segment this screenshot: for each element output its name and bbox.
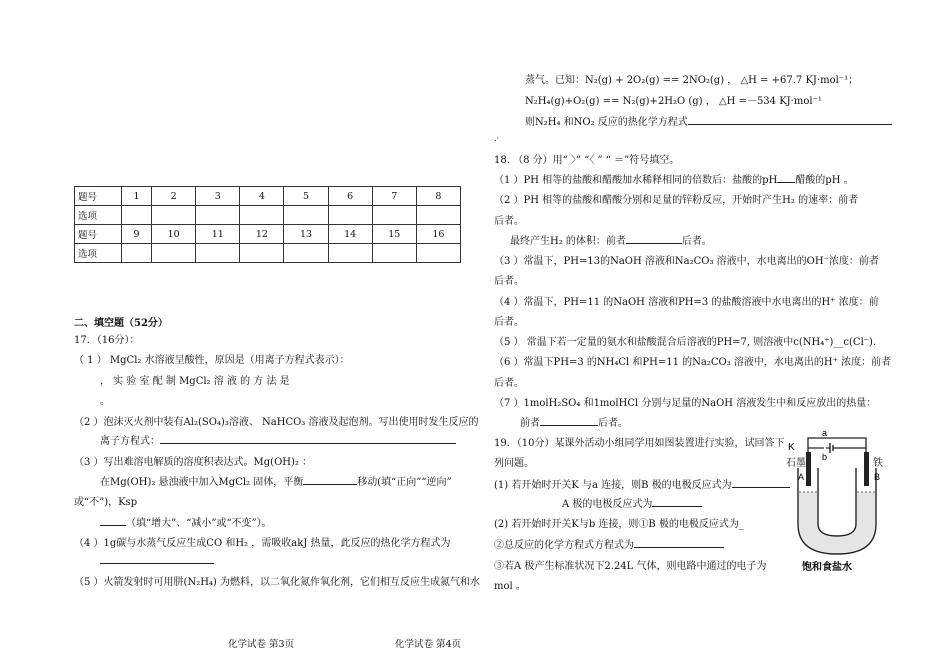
q19-2-text-d: mol 。: [494, 581, 526, 592]
stray-mark: .·: [494, 134, 500, 143]
answer-cell[interactable]: [240, 206, 284, 225]
q18-5-text: （5 ） 常温下若一定量的氨水和盐酸混合后溶液的PH=7, 则溶液中c(NH₄⁺)__c(Cl⁻).: [494, 337, 877, 348]
q19-2-text: (2) 若开始时开关K与b 连接，则①B 极的电极反应式为_: [494, 519, 744, 530]
answer-blank[interactable]: [100, 554, 214, 567]
table-cell: 15: [372, 225, 416, 244]
answer-cell[interactable]: [122, 206, 152, 225]
battery-icon: [830, 443, 833, 453]
saline-solution: [799, 492, 875, 553]
figure-caption: 饱和食盐水: [802, 562, 852, 573]
q18-2-text: （2 ）PH 相等的盐酸和醋酸分别和足量的锌粉反应，开始时产生H₂ 的速率：前者: [494, 195, 859, 206]
page-footer-right: 化学试卷 第4页: [395, 639, 462, 650]
q17-3-text-b: [100, 473, 452, 488]
table-cell: 6: [328, 187, 372, 206]
q18-2-text-b: 后者。: [494, 216, 524, 227]
answer-blank[interactable]: [100, 516, 126, 526]
q17-5-cont-2: N₂H₄(g)+O₂(g) == N₂(g)+2H₂O (g) ， △H =－534 KJ·mol⁻¹: [525, 96, 822, 107]
q17-3-text-e: [100, 514, 272, 529]
label-iron: 铁: [873, 458, 883, 469]
q18-6-text: （6 ）常温下PH=3 的NH₄Cl 和PH=11 的Na₂CO₃ 溶液中，水电离出的H⁺ 浓度：前者: [494, 357, 892, 368]
row-label: 题号: [75, 225, 122, 244]
q17-4-text: （4 ）1g碳与水蒸气反应生成CO 和H₂ ，需吸收akJ 热量，此反应的热化学方程式为: [74, 538, 451, 549]
table-cell: 1: [122, 187, 152, 206]
q17-3-label: 在Mg(OH)₂ 悬浊液中加入MgCl₂ 固体，平衡: [100, 477, 304, 488]
table-row: [75, 206, 461, 225]
label-a: a: [822, 428, 828, 438]
answer-blank[interactable]: [732, 478, 790, 488]
table-cell: 5: [284, 187, 328, 206]
label-A: A: [798, 472, 805, 482]
q17-5-text: （5 ）火箭发射时可用肼(N₂H₄) 为燃料，以二氧化氮作氧化剂，它们相互反应生成氮气和水: [74, 577, 481, 588]
q18-7-label: 前者: [520, 418, 540, 429]
answer-blank[interactable]: [303, 475, 357, 485]
table-row: [75, 244, 461, 263]
answer-cell[interactable]: [328, 206, 372, 225]
answer-blank[interactable]: [777, 173, 795, 183]
table-cell: 2: [152, 187, 196, 206]
table-cell: 14: [328, 225, 372, 244]
answer-blank[interactable]: [540, 416, 598, 426]
q19-heading-b: 列问题。: [494, 458, 534, 469]
q18-1-label: （1 ）PH 相等的盐酸和醋酸加水稀释相同的倍数后：盐酸的pH: [494, 175, 778, 186]
q18-2-text-c: [510, 232, 712, 247]
table-cell: 11: [196, 225, 240, 244]
electrolysis-apparatus-figure: [786, 428, 898, 574]
iron-electrode: [864, 452, 869, 486]
row-label: 选项: [75, 206, 122, 225]
label-k: K: [788, 442, 795, 453]
answer-blank[interactable]: [634, 538, 724, 548]
q18-2-tail: 后者。: [681, 236, 712, 247]
answer-blank[interactable]: [626, 234, 682, 244]
q18-7-tail: 后者。: [598, 418, 628, 429]
answer-cell[interactable]: [284, 206, 328, 225]
q18-4-text-b: 后者。: [494, 317, 524, 328]
q19-1-label-b: A 极的电极反应式为: [562, 499, 653, 510]
q17-heading: 17．（16分）：: [74, 335, 140, 346]
q17-5-label: 则N₂H₄ 和NO₂ 反应的热化学方程式: [525, 117, 688, 128]
answer-table: [74, 186, 461, 263]
table-cell: 8: [416, 187, 460, 206]
label-b: b: [822, 452, 828, 462]
table-cell: 9: [122, 225, 152, 244]
answer-cell[interactable]: [416, 206, 460, 225]
q18-4-text: （4 ）常温下，PH=11 的NaOH 溶液和PH=3 的盐酸溶液中水电离出的H⁺ 浓度：前: [494, 297, 879, 308]
q19-heading: 19．（10分）某课外活动小组同学用如图装置进行实验，试回答下: [494, 438, 785, 449]
q19-1-text: [494, 476, 790, 491]
graphite-electrode: [806, 452, 811, 486]
table-cell: 4: [240, 187, 284, 206]
table-row: [75, 225, 461, 244]
q17-5-cont-1: 蒸气。已知：N₂(g) + 2O₂(g) == 2NO₂(g) ， △H = +67.7 KJ·mol⁻¹；: [525, 75, 859, 86]
page-footer-left: 化学试卷 第3页: [228, 639, 295, 650]
q19-1-label: (1) 若开始时开关K 与a 连接，则B 极的电极反应式为: [494, 480, 732, 491]
q17-2-text: （2 ）泡沫灭火剂中装有Al₂(SO₄)₃溶液、 NaHCO₃ 溶液及起泡剂。写出使用时发生反应的: [74, 417, 479, 428]
answer-cell[interactable]: [416, 244, 460, 263]
table-cell: 10: [152, 225, 196, 244]
answer-blank[interactable]: [160, 434, 456, 444]
row-label: 题号: [75, 187, 122, 206]
q19-2-text-b: [494, 536, 724, 551]
q17-3-options: 移动(填“正向”“逆向”: [357, 477, 452, 488]
q18-heading: 18. （8 分）用“ 〉” “〈 ” “ ＝”符号填空。: [494, 155, 680, 166]
q18-1-text: [494, 171, 854, 186]
q17-3-text-d: 或“不”)，Ksp: [74, 497, 138, 508]
q18-2-label: 最终产生H₂ 的体积：前者: [510, 236, 626, 247]
table-cell: 16: [416, 225, 460, 244]
q18-1-tail: 醋酸的pH 。: [795, 175, 854, 186]
answer-cell[interactable]: [372, 206, 416, 225]
answer-cell[interactable]: [122, 244, 152, 263]
q18-3-text: （3 ）常温下，PH=13的NaOH 溶液和Na₂CO₃ 溶液中，水电离出的OH⁻浓度：前者: [494, 256, 879, 267]
q17-1-text-c: 。: [100, 396, 110, 407]
q19-2-label: ②总反应的化学方程式方程式为: [494, 540, 634, 551]
answer-cell[interactable]: [196, 206, 240, 225]
answer-cell[interactable]: [152, 206, 196, 225]
q17-3-note: （填“增大”、“减小”或“不变”）。: [126, 518, 272, 529]
q19-2-text-c: ③若A 极产生标准状况下2.24L 气体，则电路中通过的电子为: [494, 561, 767, 572]
answer-cell[interactable]: [152, 244, 196, 263]
table-cell: 12: [240, 225, 284, 244]
answer-cell[interactable]: [328, 244, 372, 263]
q17-2-label: 离子方程式：: [100, 436, 160, 447]
answer-cell[interactable]: [240, 244, 284, 263]
q17-5-cont-3: [525, 113, 892, 128]
q18-7-text-b: [520, 414, 628, 429]
q17-1-text: （ 1 ） MgCl₂ 水溶液呈酸性，原因是（用离子方程式表示）：: [74, 355, 350, 366]
u-tube-inner: [818, 468, 856, 536]
q18-3-text-b: 后者。: [494, 276, 524, 287]
q17-1-text-b: ， 实 验 室 配 制 MgCl₂ 溶 液 的 方 法 是: [100, 376, 290, 387]
table-cell: 13: [284, 225, 328, 244]
answer-blank[interactable]: [652, 497, 702, 507]
answer-blank[interactable]: [688, 115, 892, 125]
answer-cell[interactable]: [372, 244, 416, 263]
table-row: [75, 187, 461, 206]
q18-6-text-b: 后者。: [494, 378, 524, 389]
answer-cell[interactable]: [284, 244, 328, 263]
section-heading: 二、填空题（52分）: [74, 318, 168, 329]
q19-1-text-b: [562, 495, 702, 510]
answer-cell[interactable]: [196, 244, 240, 263]
label-graphite: 石墨: [786, 458, 806, 469]
q17-3-text: （3 ）写出难溶电解质的溶度积表达式。Mg(OH)₂ ：: [74, 457, 313, 468]
q18-7-text: （7 ）1molH₂SO₄ 和1molHCl 分别与足量的NaOH 溶液发生中和反应放出的热量：: [494, 398, 877, 409]
table-cell: 7: [372, 187, 416, 206]
circuit-wire: [808, 438, 866, 452]
row-label: 选项: [75, 244, 122, 263]
table-cell: 3: [196, 187, 240, 206]
q17-2-text-b: [100, 432, 456, 447]
label-B: B: [874, 472, 881, 482]
